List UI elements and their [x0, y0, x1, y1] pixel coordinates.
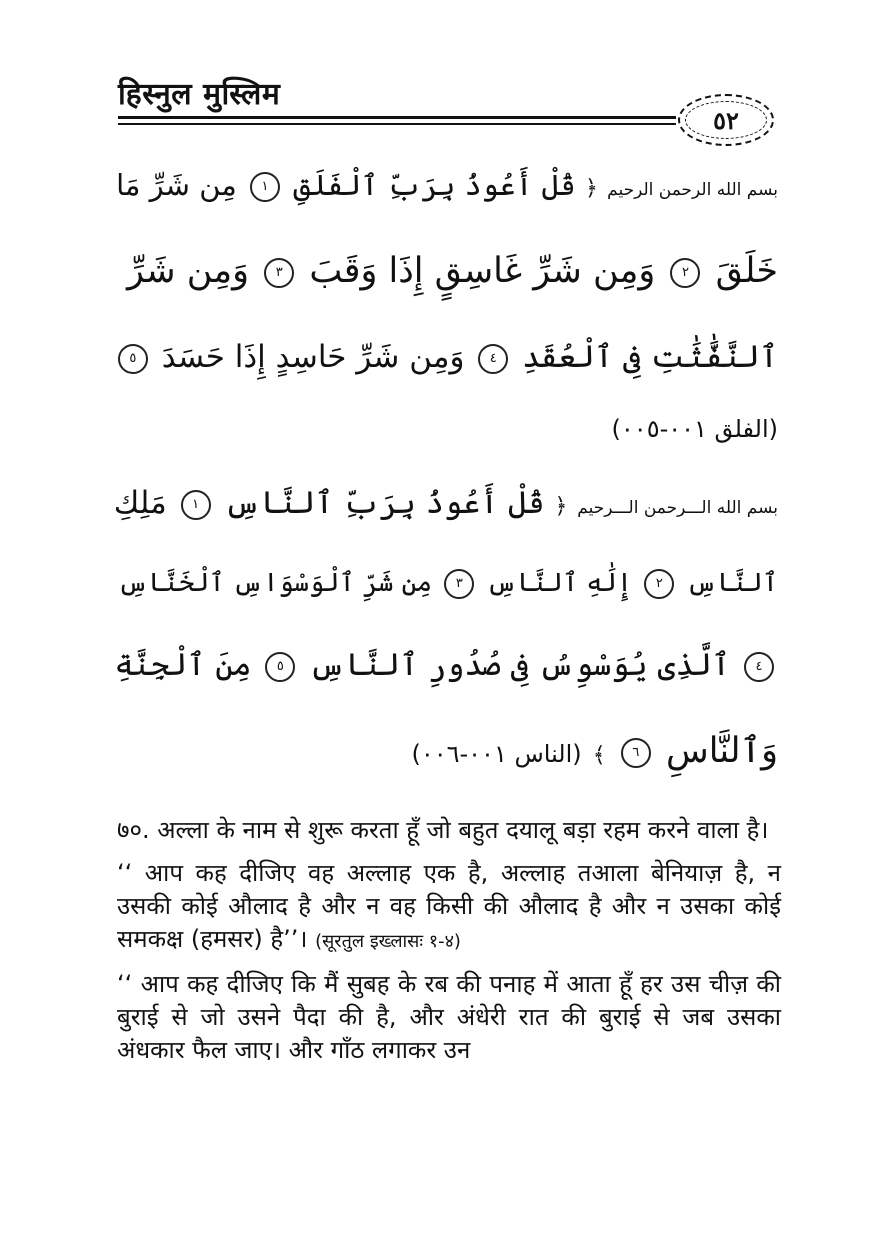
verse-text: وَمِن شَرِّ غَاسِقٍ إِذَا وَقَبَ [309, 251, 656, 291]
falaq-line-3 [114, 332, 778, 382]
verse-text: وَمِن شَرِّ حَاسِدٍ إِذَا حَسَدَ [161, 339, 465, 375]
translation-paragraph-3: ‘‘ आप कह दीजिए कि मैं सुबह के रब की पनाह में आता हूँ हर उस चीज़ की बुराई से जो उसने पैदा की है, और अंधेरी रात की बुराई से जब उसका अंधकार फैल जाए। और गाँठ लगाकर उन [117, 970, 781, 1064]
page-number: ٥٢ [713, 105, 739, 135]
nas-line-1 [114, 478, 778, 533]
falaq-line-1 [116, 160, 778, 215]
basmala: بسم الله الـــرحمن الـــرحيم [577, 498, 778, 518]
ayah-marker: ٤ [478, 344, 508, 374]
ayah-marker: ٢ [644, 569, 674, 599]
ayah-marker: ١ [250, 172, 280, 202]
translation-paragraph-2 [117, 857, 781, 958]
header-rule [118, 116, 676, 119]
ayah-marker: ٦ [621, 738, 651, 768]
verse-text: قُلْ أَعُوذُ بِرَبِّ ٱلْفَلَقِ [293, 168, 576, 202]
falaq-reference: (الفلق ٠٠١-٠٠٥) [611, 415, 778, 443]
nas-reference: (الناس ٠٠١-٠٠٦) [411, 740, 582, 768]
ayah-marker: ٤ [744, 652, 774, 682]
hindi-translation [117, 814, 781, 1077]
ayah-marker: ٥ [265, 652, 295, 682]
verse-text: ٱلنَّاسِ [686, 568, 778, 598]
page-header [118, 72, 778, 152]
surah-nas [110, 478, 778, 798]
verse-text: وَمِن شَرِّ [127, 251, 250, 291]
ayah-marker: ٣ [264, 258, 294, 288]
book-title: हिस्नुल मुस्लिम [118, 77, 281, 112]
nas-line-4 [411, 726, 778, 781]
falaq-line-2 [127, 246, 778, 296]
ornate-bracket-open: ﴿ [554, 494, 568, 519]
ornate-bracket-close: ﴾ [592, 743, 606, 768]
nas-line-3 [115, 640, 778, 690]
ayah-marker: ٢ [670, 258, 700, 288]
header-rule-thin [118, 123, 676, 125]
nas-line-2 [118, 558, 778, 608]
citation: (सूरतुल इख्लासः १-४) [315, 931, 461, 952]
page-number-badge [678, 94, 774, 146]
translation-paragraph-1: ७०. अल्ला के नाम से शुरू करता हूँ जो बहुत दयालू बड़ा रहम करने वाला है। [117, 816, 769, 844]
ayah-marker: ٣ [444, 569, 474, 599]
verse-text: مِن شَرِّ مَا [116, 168, 237, 202]
verse-text: مَلِكِ [113, 485, 167, 521]
verse-text: ٱلنَّفَّٰثَٰتِ فِى ٱلْعُقَدِ [522, 339, 778, 375]
verse-text: خَلَقَ [715, 251, 778, 291]
ayah-marker: ١ [181, 490, 211, 520]
ornate-bracket-open: ﴿ [585, 176, 598, 201]
ayah-marker: ٥ [118, 344, 148, 374]
verse-text: قُلْ أَعُوذُ بِرَبِّ ٱلنَّاسِ [224, 485, 545, 521]
basmala: بسم الله الرحمن الرحيم [607, 180, 778, 200]
translation-text: ‘‘ आप कह दीजिए वह अल्लाह एक है, अल्लाह तआला बेनियाज़ है, न उसकी कोई औलाद है और न वह किसी की औलाद है और न उसका कोई समकक्ष (हमसर) है’’। [117, 859, 781, 953]
verse-text: مِنَ ٱلْجِنَّةِ [114, 647, 252, 683]
verse-text: ٱلَّذِى يُوَسْوِسُ فِى صُدُورِ ٱلنَّاسِ [309, 647, 731, 683]
surah-falaq [110, 160, 778, 480]
verse-text: مِن شَرِّ ٱلْوَسْوَاسِ ٱلْخَنَّاسِ [117, 568, 433, 598]
verse-text: وَٱلنَّاسِ [665, 731, 778, 771]
verse-text: إِلَٰهِ ٱلنَّاسِ [486, 568, 633, 598]
